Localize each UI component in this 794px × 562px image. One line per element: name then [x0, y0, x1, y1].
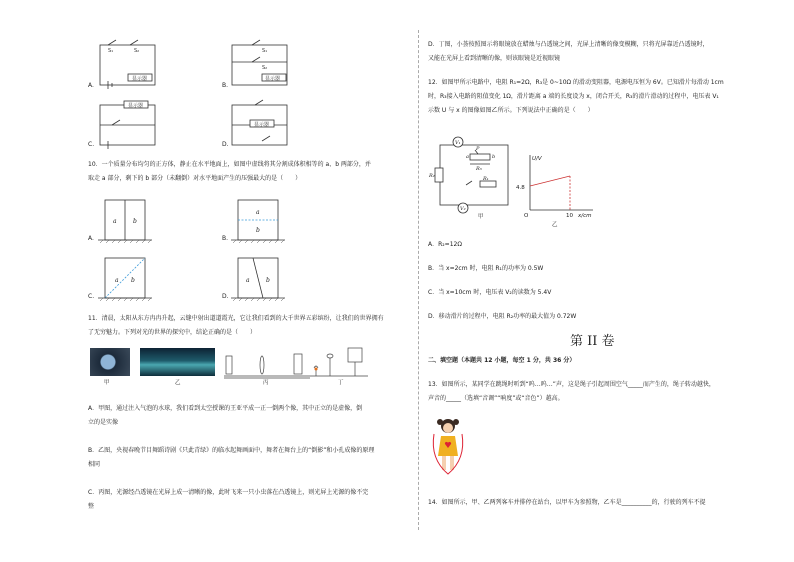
q11-opt-b1: B．乙图，央视春晚节目舞蹈诗剧《只此青绿》的临水起舞画面中，舞者在舞台上的“倒影”和小孔成像的原理	[88, 447, 375, 454]
cube-a-label-b: b	[133, 218, 137, 225]
q12-opt-a: A．R₂=12Ω	[428, 241, 462, 248]
caption-jia: 甲	[104, 380, 110, 386]
switch-label-b1: S₁	[262, 48, 268, 54]
q12-caption-jia: 甲	[478, 214, 484, 220]
cube-d-label-a: a	[246, 277, 250, 284]
q12-opt-c: C．当 x=10cm 时，电压表 V₂的读数为 5.4V	[428, 289, 552, 296]
circuit-opt-d: D.	[222, 141, 229, 148]
section-title: 第 II 卷	[570, 334, 615, 349]
cube-c-label-a: a	[115, 277, 119, 284]
q11-opt-c1: C．丙图，光源经凸透镜在光屏上成一清晰的像，此时飞来一只小虫落在凸透镜上，则光屏上光源的像不完	[88, 489, 369, 496]
q13-line1: 13．如图所示，某同学在跳绳时听到“呜…呜…”声，这是绳子引起周围空气_____而产生的，绳子转动越快，	[428, 381, 715, 388]
cube-c-label-b: b	[131, 277, 135, 284]
q12-line3: 示数 U 与 x 的图像如图乙所示。下列说法中正确的是（ ）	[428, 107, 594, 114]
q11-opt-d1: D．丁图，小荟按照图示将眼镜放在蜡烛与凸透镜之间，光屏上清晰的像变模糊，只将光屏靠近凸透镜时，	[428, 41, 709, 48]
cube-opt-d: D.	[222, 293, 229, 300]
lamp-label-d: 显示器	[254, 122, 270, 128]
svg-text:V₂: V₂	[460, 206, 466, 212]
q12-line1: 12．如图甲所示电路中，电阻 R₁=2Ω，R₃是 0~10Ω 的滑动变阻器，电源电压恒为 6V。已知滑片每滑动 1cm	[428, 79, 724, 86]
q12-line2: 时，R₃接入电路的阻值变化 1Ω，滑片距离 a 端的长度设为 x，闭合开关，R₃的滑片滑动的过程中，电压表 V₁	[428, 93, 719, 100]
section-fill-heading: 二、填空题（本题共 12 小题，每空 1 分，共 36 分）	[428, 357, 576, 364]
caption-yi: 乙	[175, 380, 181, 386]
q10-line1: 10．一个质量分布均匀的正方体，静止在水平地面上，如图中虚线将其分割成体积相等的 a、b 两部分，并	[88, 161, 371, 168]
q11-opt-b2: 相同	[88, 461, 101, 468]
photo-bing	[222, 350, 312, 380]
cube-d-label-b: b	[266, 277, 270, 284]
column-divider	[418, 30, 419, 530]
q12-opt-d: D．移动滑片的过程中，电阻 R₂功率的最大值为 0.72W	[428, 313, 577, 320]
q12-caption-yi: 乙	[552, 222, 558, 228]
photo-yi	[140, 348, 215, 376]
switch-label-a2: S₂	[134, 48, 140, 54]
lamp-label-a: 显示器	[132, 76, 148, 82]
q12-opt-b: B．当 x=2cm 时，电阻 R₁的功率为 0.5W	[428, 265, 544, 272]
q11-line1: 11．清晨，太阳从东方冉冉升起，云缝中射出道道霞光，它让我们看到的大千世界五彩缤纷，让我们的世界拥有	[88, 315, 384, 322]
switch-label-b2: S₂	[262, 65, 268, 71]
graph-y-tick: 4.8	[516, 185, 525, 191]
cube-b-label-a: a	[256, 209, 260, 216]
q12-graph-yi	[508, 150, 598, 230]
q13-line2: 声音的_____（选填“音调”“响度”或“音色”）越高。	[428, 395, 564, 402]
q10-cubes	[0, 190, 420, 320]
circuit-opt-c: C.	[88, 141, 95, 148]
lamp-label-b: 显示器	[265, 76, 281, 82]
svg-text:R₁: R₁	[483, 176, 489, 182]
q11-line2: 了无穷魅力。下列对光的世界的探究中，结论正确的是（ ）	[88, 329, 257, 336]
q10-line2: 取走 a 部分，剩下的 b 部分（未翻倒）对水平地面产生的压强最大的是（ ）	[88, 175, 302, 182]
q11-opt-d2: 又能在光屏上看到清晰的像，则该眼镜是近视眼镜	[428, 55, 561, 62]
cube-b-label-b: b	[256, 227, 260, 234]
q12-circuit-jia	[430, 130, 520, 220]
svg-text:b: b	[492, 154, 496, 160]
graph-origin: O	[524, 213, 529, 219]
skipping-girl-illustration	[428, 414, 468, 484]
cube-opt-c: C.	[88, 293, 95, 300]
cube-a-label-a: a	[113, 218, 117, 225]
svg-text:R₃: R₃	[476, 166, 482, 172]
caption-ding: 丁	[338, 380, 344, 386]
graph-x-tick: 10	[566, 213, 573, 219]
q11-opt-a1: A．甲图，通过注入气泡的水球，我们看到太空授课的王亚平成一正一倒两个像，其中正立的是虚像，倒	[88, 405, 363, 412]
caption-bing: 丙	[263, 380, 269, 386]
switch-label-a1: S₁	[108, 48, 114, 54]
cube-opt-b: B.	[222, 235, 229, 242]
photo-ding	[310, 346, 370, 380]
svg-text:P: P	[476, 146, 480, 152]
circuit-diagrams	[0, 0, 420, 150]
graph-xlabel: x/cm	[578, 213, 592, 219]
q14-line1: 14．如图所示，甲、乙两列客车并排停在站台，以甲车为参照物，乙车是__________的，行驶的列车不提	[428, 499, 706, 506]
svg-text:a: a	[466, 154, 469, 160]
cube-opt-a: A.	[88, 235, 94, 242]
graph-ylabel: U/V	[532, 156, 542, 162]
svg-text:R₂: R₂	[429, 173, 435, 179]
circuit-opt-a: A.	[88, 82, 94, 89]
lamp-label-c: 显示器	[128, 103, 144, 109]
svg-text:V₁: V₁	[455, 140, 461, 146]
q11-opt-c2: 整	[88, 503, 95, 510]
photo-jia	[90, 348, 130, 376]
circuit-opt-b: B.	[222, 82, 229, 89]
q11-opt-a2: 立的是实像	[88, 419, 119, 426]
